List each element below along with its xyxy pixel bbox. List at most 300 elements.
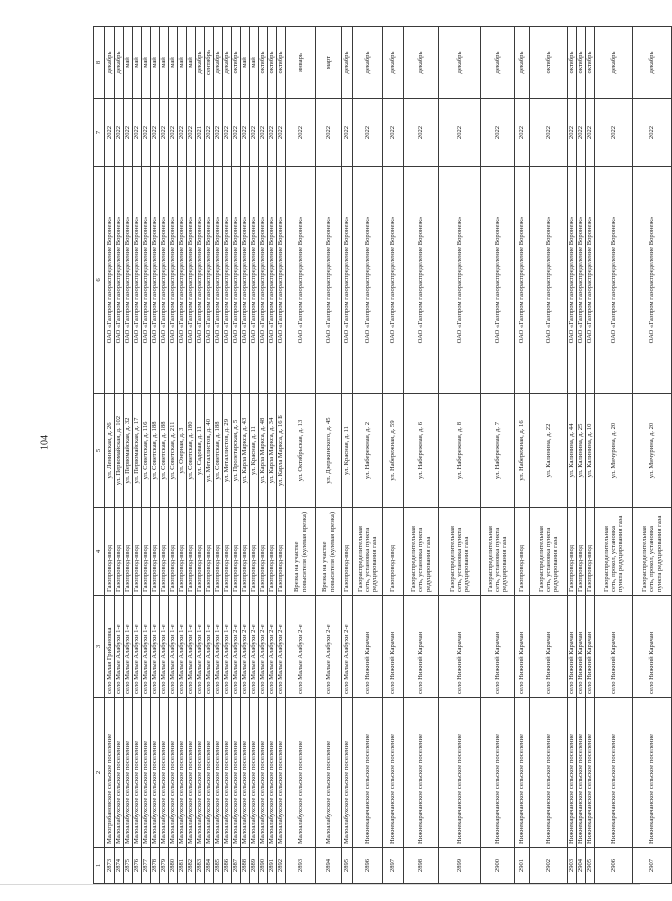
- cell-year: 2022: [115, 99, 124, 167]
- cell-organization: ОАО «Газпром газораспределение Воронеж»: [241, 167, 250, 394]
- cell-organization: ОАО «Газпром газораспределение Воронеж»: [133, 167, 142, 394]
- cell-address: ул. Металлистов, д. 29: [223, 394, 232, 508]
- cell-organization: ОАО «Газпром газораспределение Воронеж»: [160, 167, 169, 394]
- cell-year: 2022: [481, 99, 515, 167]
- rotated-table-frame: [93, 27, 663, 884]
- cell-locality: село Малые Алабухи 1-е: [169, 596, 178, 698]
- cell-month: май: [151, 27, 160, 99]
- table-row: [232, 27, 241, 884]
- cell-row-number: 2883: [196, 848, 205, 884]
- cell-row-number: 2878: [151, 848, 160, 884]
- cell-settlement: Малоалабухское сельское поселение: [196, 698, 205, 848]
- cell-month: март: [316, 27, 342, 99]
- cell-object-type: Газопровод-ввод: [232, 508, 241, 596]
- cell-locality: село Малые Алабухи 1-е: [151, 596, 160, 698]
- cell-object-type: Врезка на участке повысителя (кулевая врезка): [316, 508, 342, 596]
- cell-object-type: Газопровод-ввод: [383, 508, 404, 596]
- cell-address: ул. Советская, д. 180: [187, 394, 196, 508]
- table-row: [277, 27, 286, 884]
- cell-address: ул. Дзержинского, д. 45: [316, 394, 342, 508]
- cell-month: октябрь: [268, 27, 277, 99]
- cell-row-number: 2905: [586, 848, 595, 884]
- table-row: [187, 27, 196, 884]
- cell-month: декабрь: [105, 27, 115, 99]
- cell-locality: село Малые Алабухи 2-е: [342, 596, 353, 698]
- cell-object-type: Газопровод-ввод: [277, 508, 286, 596]
- cell-locality: село Малые Алабухи 2-е: [232, 596, 241, 698]
- cell-row-number: 2873: [105, 848, 115, 884]
- table-row: [383, 27, 404, 884]
- cell-object-type: Газопровод-ввод: [115, 508, 124, 596]
- cell-row-number: 2899: [439, 848, 481, 884]
- cell-year: 2022: [277, 99, 286, 167]
- cell-locality: село Малые Алабухи 2-е: [241, 596, 250, 698]
- cell-locality: село Малые Алабухи 1-е: [187, 596, 196, 698]
- cell-year: 2022: [205, 99, 214, 167]
- cell-settlement: Нижнекарачанское сельское поселение: [568, 698, 577, 848]
- cell-object-type: Газопровод-ввод: [568, 508, 577, 596]
- cell-organization: ОАО «Газпром газораспределение Воронеж»: [439, 167, 481, 394]
- table-row: [286, 27, 316, 884]
- cell-organization: ОАО «Газпром газораспределение Воронеж»: [259, 167, 268, 394]
- cell-address: ул. Набережная, д. 8: [439, 394, 481, 508]
- cell-object-type: Газопровод-ввод: [196, 508, 205, 596]
- cell-locality: село Нижний Карачан: [577, 596, 586, 698]
- cell-locality: село Нижний Карачан: [530, 596, 568, 698]
- cell-month: декабрь: [633, 27, 672, 99]
- cell-address: ул. Набережная, д. 16: [515, 394, 530, 508]
- cell-settlement: Нижнекарачанское сельское поселение: [481, 698, 515, 848]
- cell-row-number: 2888: [241, 848, 250, 884]
- column-header: 1: [94, 848, 105, 884]
- cell-object-type: Газопровод-ввод: [586, 508, 595, 596]
- cell-row-number: 2901: [515, 848, 530, 884]
- cell-row-number: 2881: [178, 848, 187, 884]
- cell-organization: ОАО «Газпром газораспределение Воронеж»: [342, 167, 353, 394]
- cell-settlement: Нижнекарачанское сельское поселение: [439, 698, 481, 848]
- cell-organization: ОАО «Газпром газораспределение Воронеж»: [530, 167, 568, 394]
- cell-address: ул. Советская, д. 188: [151, 394, 160, 508]
- rotated-table-content: [93, 27, 663, 884]
- cell-month: октябрь: [232, 27, 241, 99]
- cell-month: декабрь: [214, 27, 223, 99]
- cell-locality: село Нижний Карачан: [568, 596, 577, 698]
- table-row: [241, 27, 250, 884]
- cell-month: декабрь: [196, 27, 205, 99]
- bottom-divider: [0, 884, 640, 885]
- cell-settlement: Малоалабухское сельское поселение: [316, 698, 342, 848]
- cell-month: октябрь: [530, 27, 568, 99]
- cell-month: декабрь: [383, 27, 404, 99]
- cell-locality: село Малые Алабухи 1-е: [196, 596, 205, 698]
- cell-row-number: 2875: [124, 848, 133, 884]
- cell-address: ул. Озерная, д. 3: [178, 394, 187, 508]
- cell-month: май: [241, 27, 250, 99]
- table-row: [151, 27, 160, 884]
- table-row: [105, 27, 115, 884]
- cell-year: 2022: [577, 99, 586, 167]
- cell-object-type: Газораспределительная сеть, установка пункта редуцирования газа: [481, 508, 515, 596]
- cell-row-number: 2877: [142, 848, 151, 884]
- cell-year: 2022: [286, 99, 316, 167]
- cell-row-number: 2880: [169, 848, 178, 884]
- cell-organization: ОАО «Газпром газораспределение Воронеж»: [115, 167, 124, 394]
- cell-settlement: Малоалабухское сельское поселение: [205, 698, 214, 848]
- column-header: 6: [94, 167, 105, 394]
- cell-locality: село Нижний Карачан: [481, 596, 515, 698]
- cell-object-type: Газопровод-ввод: [105, 508, 115, 596]
- cell-settlement: Малоалабухское сельское поселение: [259, 698, 268, 848]
- cell-year: 2022: [404, 99, 439, 167]
- cell-row-number: 2890: [259, 848, 268, 884]
- cell-organization: ОАО «Газпром газораспределение Воронеж»: [286, 167, 316, 394]
- cell-organization: ОАО «Газпром газораспределение Воронеж»: [515, 167, 530, 394]
- cell-address: ул. Калинина, д. 22: [530, 394, 568, 508]
- cell-organization: ОАО «Газпром газораспределение Воронеж»: [595, 167, 633, 394]
- cell-address: ул. Садовая, д. 11: [196, 394, 205, 508]
- cell-settlement: Малоалабухское сельское поселение: [160, 698, 169, 848]
- cell-object-type: Газопровод-ввод: [169, 508, 178, 596]
- cell-locality: село Нижний Карачан: [383, 596, 404, 698]
- cell-row-number: 2882: [187, 848, 196, 884]
- cell-row-number: 2906: [595, 848, 633, 884]
- cell-row-number: 2874: [115, 848, 124, 884]
- cell-settlement: Малоалабухское сельское поселение: [268, 698, 277, 848]
- table-row: [586, 27, 595, 884]
- cell-locality: село Малые Алабухи 2-е: [316, 596, 342, 698]
- cell-object-type: Газопровод-ввод: [151, 508, 160, 596]
- cell-organization: ОАО «Газпром газораспределение Воронеж»: [232, 167, 241, 394]
- cell-year: 2021: [196, 99, 205, 167]
- table-row: [259, 27, 268, 884]
- cell-row-number: 2886: [223, 848, 232, 884]
- table-row: [223, 27, 232, 884]
- cell-year: 2022: [241, 99, 250, 167]
- cell-year: 2022: [142, 99, 151, 167]
- cell-month: май: [133, 27, 142, 99]
- cell-organization: ОАО «Газпром газораспределение Воронеж»: [196, 167, 205, 394]
- table-row: [178, 27, 187, 884]
- cell-settlement: Нижнекарачанское сельское поселение: [633, 698, 672, 848]
- cell-organization: ОАО «Газпром газораспределение Воронеж»: [404, 167, 439, 394]
- cell-locality: село Малая Грибановка: [105, 596, 115, 698]
- cell-locality: село Малые Алабухи 1-е: [160, 596, 169, 698]
- cell-row-number: 2900: [481, 848, 515, 884]
- cell-year: 2022: [250, 99, 259, 167]
- cell-organization: ОАО «Газпром газораспределение Воронеж»: [316, 167, 342, 394]
- cell-address: ул. Набережная, д. 2: [353, 394, 383, 508]
- cell-year: 2022: [342, 99, 353, 167]
- cell-settlement: Малоалабухское сельское поселение: [342, 698, 353, 848]
- cell-organization: ОАО «Газпром газораспределение Воронеж»: [178, 167, 187, 394]
- cell-month: декабрь: [115, 27, 124, 99]
- cell-address: ул. Октябрьская, д. 13: [286, 394, 316, 508]
- cell-year: 2022: [187, 99, 196, 167]
- cell-month: май: [250, 27, 259, 99]
- cell-settlement: Малоалабухское сельское поселение: [250, 698, 259, 848]
- cell-settlement: Нижнекарачанское сельское поселение: [515, 698, 530, 848]
- cell-row-number: 2898: [404, 848, 439, 884]
- cell-object-type: Газопровод-ввод: [160, 508, 169, 596]
- cell-address: ул. Мичурина, д. 20: [595, 394, 633, 508]
- table-row: [530, 27, 568, 884]
- cell-row-number: 2889: [250, 848, 259, 884]
- cell-locality: село Нижний Карачан: [439, 596, 481, 698]
- cell-address: ул. Первомайская, д. 32: [124, 394, 133, 508]
- cell-row-number: 2893: [286, 848, 316, 884]
- cell-locality: село Нижний Карачан: [595, 596, 633, 698]
- cell-month: май: [142, 27, 151, 99]
- cell-year: 2022: [439, 99, 481, 167]
- cell-settlement: Нижнекарачанское сельское поселение: [595, 698, 633, 848]
- cell-month: декабрь: [595, 27, 633, 99]
- table-row: [205, 27, 214, 884]
- cell-locality: село Малые Алабухи 1-е: [178, 596, 187, 698]
- cell-locality: село Малые Алабухи 2-е: [277, 596, 286, 698]
- column-header: 2: [94, 698, 105, 848]
- cell-object-type: Газораспределительная сеть, установка пункта редуцирования газа: [353, 508, 383, 596]
- table-row: [481, 27, 515, 884]
- cell-settlement: Нижнекарачанское сельское поселение: [383, 698, 404, 848]
- cell-organization: ОАО «Газпром газораспределение Воронеж»: [169, 167, 178, 394]
- cell-locality: село Нижний Карачан: [633, 596, 672, 698]
- cell-year: 2022: [316, 99, 342, 167]
- cell-object-type: Газопровод-ввод: [187, 508, 196, 596]
- cell-row-number: 2876: [133, 848, 142, 884]
- cell-year: 2022: [160, 99, 169, 167]
- table-row: [439, 27, 481, 884]
- cell-object-type: Врезка на участке повысителя (кулевая врезка): [286, 508, 316, 596]
- register-table: [93, 26, 672, 884]
- cell-object-type: Газораспределительная сеть, установка пункта редуцирования газа: [439, 508, 481, 596]
- cell-year: 2022: [530, 99, 568, 167]
- cell-month: октябрь: [586, 27, 595, 99]
- cell-object-type: Газопровод-ввод: [178, 508, 187, 596]
- cell-row-number: 2903: [568, 848, 577, 884]
- cell-object-type: Газопровод-ввод: [577, 508, 586, 596]
- cell-month: декабрь: [404, 27, 439, 99]
- cell-settlement: Нижнекарачанское сельское поселение: [353, 698, 383, 848]
- cell-settlement: Малоалабухское сельское поселение: [232, 698, 241, 848]
- cell-row-number: 2896: [353, 848, 383, 884]
- cell-settlement: Малогрибановское сельское поселение: [105, 698, 115, 848]
- cell-settlement: Малоалабухское сельское поселение: [142, 698, 151, 848]
- cell-month: октябрь: [577, 27, 586, 99]
- cell-settlement: Малоалабухское сельское поселение: [214, 698, 223, 848]
- cell-settlement: Малоалабухское сельское поселение: [187, 698, 196, 848]
- cell-address: ул. Набережная, д. 7: [481, 394, 515, 508]
- cell-locality: село Нижний Карачан: [404, 596, 439, 698]
- cell-month: декабрь: [223, 27, 232, 99]
- cell-year: 2022: [383, 99, 404, 167]
- table-row: [142, 27, 151, 884]
- column-header: 7: [94, 99, 105, 167]
- cell-month: май: [169, 27, 178, 99]
- cell-organization: ОАО «Газпром газораспределение Воронеж»: [142, 167, 151, 394]
- cell-row-number: 2895: [342, 848, 353, 884]
- cell-locality: село Малые Алабухи 2-е: [250, 596, 259, 698]
- cell-locality: село Малые Алабухи 1-е: [214, 596, 223, 698]
- cell-settlement: Малоалабухское сельское поселение: [115, 698, 124, 848]
- column-header: 4: [94, 508, 105, 596]
- cell-address: ул. Карла Маркса, д. 43: [241, 394, 250, 508]
- cell-locality: село Нижний Карачан: [353, 596, 383, 698]
- cell-row-number: 2902: [530, 848, 568, 884]
- cell-year: 2022: [133, 99, 142, 167]
- column-header: 3: [94, 596, 105, 698]
- table-row: [115, 27, 124, 884]
- cell-month: май: [187, 27, 196, 99]
- cell-address: ул. Красная, д. 11: [342, 394, 353, 508]
- cell-address: ул. Красная, д. 11: [250, 394, 259, 508]
- table-row: [595, 27, 633, 884]
- column-header: 8: [94, 27, 105, 99]
- cell-address: ул. Калинина, д. 44: [568, 394, 577, 508]
- cell-organization: ОАО «Газпром газораспределение Воронеж»: [568, 167, 577, 394]
- cell-year: 2022: [515, 99, 530, 167]
- cell-address: ул. Советская, д. 116: [142, 394, 151, 508]
- cell-row-number: 2891: [268, 848, 277, 884]
- cell-address: ул. Советская, д. 188: [214, 394, 223, 508]
- cell-organization: ОАО «Газпром газораспределение Воронеж»: [151, 167, 160, 394]
- cell-settlement: Малоалабухское сельское поселение: [133, 698, 142, 848]
- cell-settlement: Малоалабухское сельское поселение: [151, 698, 160, 848]
- cell-object-type: Газопровод-ввод: [133, 508, 142, 596]
- cell-settlement: Нижнекарачанское сельское поселение: [530, 698, 568, 848]
- cell-address: ул. Металлистов, д. 40: [205, 394, 214, 508]
- cell-address: ул. Калинина, д. 10: [586, 394, 595, 508]
- table-body: [105, 27, 672, 884]
- cell-address: ул. Карла Маркса, д. 34: [268, 394, 277, 508]
- cell-object-type: Газопровод-ввод: [259, 508, 268, 596]
- column-header: 5: [94, 394, 105, 508]
- cell-object-type: Газопровод-ввод: [342, 508, 353, 596]
- cell-settlement: Малоалабухское сельское поселение: [286, 698, 316, 848]
- cell-locality: село Малые Алабухи 1-е: [133, 596, 142, 698]
- cell-object-type: Газораспределительная сеть, установка пункта редуцирования газа: [404, 508, 439, 596]
- cell-row-number: 2907: [633, 848, 672, 884]
- table-row: [169, 27, 178, 884]
- cell-organization: ОАО «Газпром газораспределение Воронеж»: [481, 167, 515, 394]
- table-row: [316, 27, 342, 884]
- cell-address: ул. Пролетарская, д. 5: [232, 394, 241, 508]
- cell-locality: село Малые Алабухи 2-е: [268, 596, 277, 698]
- table-row: [404, 27, 439, 884]
- cell-address: ул. Первомайская, д. 17: [133, 394, 142, 508]
- cell-locality: село Малые Алабухи 1-е: [124, 596, 133, 698]
- cell-year: 2022: [633, 99, 672, 167]
- cell-locality: село Нижний Карачан: [515, 596, 530, 698]
- cell-year: 2022: [568, 99, 577, 167]
- cell-object-type: Газопровод-ввод: [214, 508, 223, 596]
- cell-object-type: Газопровод-ввод: [142, 508, 151, 596]
- cell-organization: ОАО «Газпром газораспределение Воронеж»: [586, 167, 595, 394]
- cell-month: май: [160, 27, 169, 99]
- cell-year: 2022: [151, 99, 160, 167]
- cell-month: май: [124, 27, 133, 99]
- cell-address: ул. Калинина, д. 25: [577, 394, 586, 508]
- page-number: 104: [39, 435, 51, 450]
- cell-month: май: [178, 27, 187, 99]
- cell-settlement: Малоалабухское сельское поселение: [241, 698, 250, 848]
- cell-organization: ОАО «Газпром газораспределение Воронеж»: [277, 167, 286, 394]
- cell-settlement: Нижнекарачанское сельское поселение: [577, 698, 586, 848]
- cell-locality: село Нижний Карачан: [586, 596, 595, 698]
- cell-month: октябрь: [568, 27, 577, 99]
- cell-address: ул. Набережная, д. 6: [404, 394, 439, 508]
- cell-month: октябрь: [277, 27, 286, 99]
- cell-year: 2022: [223, 99, 232, 167]
- cell-settlement: Малоалабухское сельское поселение: [169, 698, 178, 848]
- cell-settlement: Нижнекарачанское сельское поселение: [586, 698, 595, 848]
- cell-organization: ОАО «Газпром газораспределение Воронеж»: [353, 167, 383, 394]
- table-row: [577, 27, 586, 884]
- cell-row-number: 2894: [316, 848, 342, 884]
- cell-address: ул. Ленинская, д. 26: [105, 394, 115, 508]
- cell-row-number: 2904: [577, 848, 586, 884]
- cell-year: 2022: [586, 99, 595, 167]
- cell-organization: ОАО «Газпром газораспределение Воронеж»: [250, 167, 259, 394]
- table-row: [353, 27, 383, 884]
- cell-organization: ОАО «Газпром газораспределение Воронеж»: [268, 167, 277, 394]
- table-row: [214, 27, 223, 884]
- cell-settlement: Малоалабухское сельское поселение: [124, 698, 133, 848]
- cell-settlement: Малоалабухское сельское поселение: [277, 698, 286, 848]
- table-row: [568, 27, 577, 884]
- cell-locality: село Малые Алабухи 1-е: [223, 596, 232, 698]
- table-row: [342, 27, 353, 884]
- cell-locality: село Малые Алабухи 2-е: [259, 596, 268, 698]
- cell-year: 2022: [268, 99, 277, 167]
- cell-object-type: Газопровод-ввод: [268, 508, 277, 596]
- cell-month: декабрь: [342, 27, 353, 99]
- cell-object-type: Газопровод-ввод: [250, 508, 259, 596]
- table-row: [268, 27, 277, 884]
- table-row: [250, 27, 259, 884]
- cell-settlement: Малоалабухское сельское поселение: [178, 698, 187, 848]
- cell-row-number: 2897: [383, 848, 404, 884]
- cell-object-type: Газораспределительная сеть, прокол, установка пункта редуцирования газа: [595, 508, 633, 596]
- cell-organization: ОАО «Газпром газораспределение Воронеж»: [577, 167, 586, 394]
- cell-month: январь: [286, 27, 316, 99]
- cell-address: ул. Мичурина, д. 20: [633, 394, 672, 508]
- cell-address: ул. Советская, д. 188: [160, 394, 169, 508]
- cell-organization: ОАО «Газпром газораспределение Воронеж»: [214, 167, 223, 394]
- cell-month: декабрь: [481, 27, 515, 99]
- cell-locality: село Малые Алабухи 1-е: [115, 596, 124, 698]
- cell-row-number: 2879: [160, 848, 169, 884]
- cell-year: 2022: [259, 99, 268, 167]
- cell-month: декабрь: [515, 27, 530, 99]
- cell-year: 2022: [214, 99, 223, 167]
- cell-object-type: Газораспределительная сеть, установка пункта редуцирования газа: [530, 508, 568, 596]
- cell-organization: ОАО «Газпром газораспределение Воронеж»: [124, 167, 133, 394]
- cell-organization: ОАО «Газпром газораспределение Воронеж»: [187, 167, 196, 394]
- cell-locality: село Малые Алабухи 1-е: [205, 596, 214, 698]
- cell-settlement: Малоалабухское сельское поселение: [223, 698, 232, 848]
- cell-organization: ОАО «Газпром газораспределение Воронеж»: [205, 167, 214, 394]
- cell-year: 2022: [169, 99, 178, 167]
- cell-object-type: Газопровод-ввод: [124, 508, 133, 596]
- cell-year: 2022: [105, 99, 115, 167]
- cell-address: ул. Советская, д. 211: [169, 394, 178, 508]
- cell-month: декабрь: [439, 27, 481, 99]
- cell-month: октябрь: [259, 27, 268, 99]
- cell-address: ул. Карла Маркса, д. 16 Б: [277, 394, 286, 508]
- cell-locality: село Малые Алабухи 2-е: [286, 596, 316, 698]
- table-row: [515, 27, 530, 884]
- cell-settlement: Нижнекарачанское сельское поселение: [404, 698, 439, 848]
